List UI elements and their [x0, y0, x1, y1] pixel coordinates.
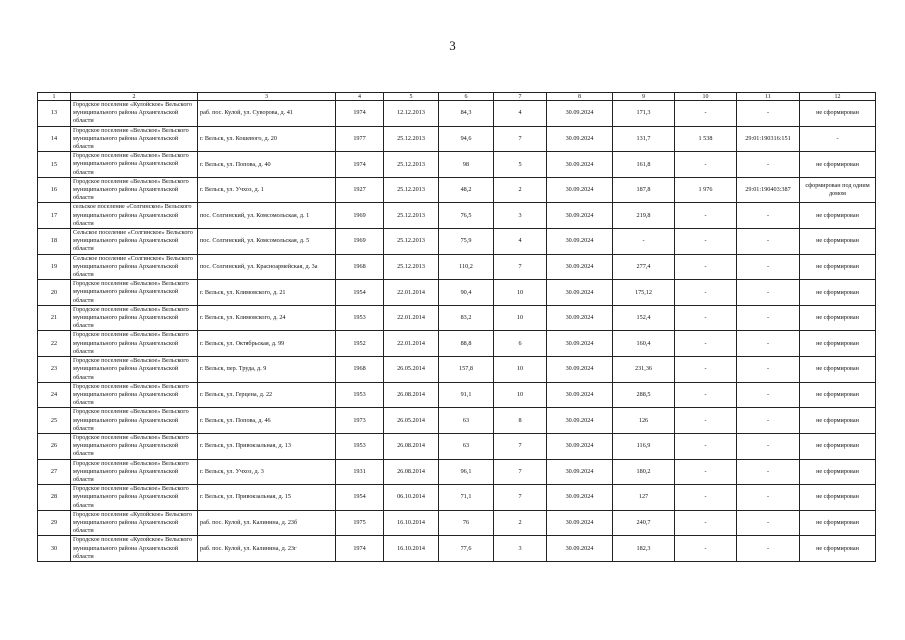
residents-cell: 3 [494, 203, 547, 229]
deadline-cell: 30.09.2024 [547, 152, 613, 178]
area-cell: 96,1 [439, 459, 494, 485]
land-status-cell: не сформирован [800, 203, 876, 229]
area-cell: 76 [439, 510, 494, 536]
year-built-cell: 1953 [336, 305, 384, 331]
cadastral-number-cell: - [737, 433, 800, 459]
row-number: 17 [38, 203, 71, 229]
year-built-cell: 1927 [336, 177, 384, 203]
land-area-cell: - [675, 101, 737, 127]
date-cell: 25.12.2013 [384, 152, 439, 178]
deadline-cell: 30.09.2024 [547, 203, 613, 229]
area-cell: 71,1 [439, 485, 494, 511]
municipality-cell: Городское поселение «Вельское» Вельского муниципального района Архангельской области [71, 305, 198, 331]
address-cell: г. Вельск, ул. Климовского, д. 21 [198, 280, 336, 306]
cadastral-number-cell: - [737, 305, 800, 331]
land-area-cell: - [675, 280, 737, 306]
cadastral-number-cell: - [737, 485, 800, 511]
municipality-cell: Городское поселение «Вельское» Вельского муниципального района Архангельской области [71, 459, 198, 485]
year-built-cell: 1968 [336, 357, 384, 383]
date-cell: 16.10.2014 [384, 536, 439, 562]
area-cell: 63 [439, 433, 494, 459]
municipality-cell: Городское поселение «Вельское» Вельского муниципального района Архангельской области [71, 126, 198, 152]
land-area-cell: - [675, 331, 737, 357]
row-number: 14 [38, 126, 71, 152]
year-built-cell: 1954 [336, 280, 384, 306]
date-cell: 26.05.2014 [384, 357, 439, 383]
address-cell: раб. пос. Кулой, ул. Калинина, д. 23б [198, 510, 336, 536]
deadline-cell: 30.09.2024 [547, 408, 613, 434]
deadline-cell: 30.09.2024 [547, 510, 613, 536]
cadastral-number-cell: - [737, 408, 800, 434]
municipality-cell: Городское поселение «Кулойское» Вельского муниципального района Архангельской области [71, 536, 198, 562]
date-cell: 06.10.2014 [384, 485, 439, 511]
cadastral-number-cell: - [737, 382, 800, 408]
year-built-cell: 1973 [336, 408, 384, 434]
area-cell: 63 [439, 408, 494, 434]
land-area-cell: 1 976 [675, 177, 737, 203]
residents-cell: 10 [494, 382, 547, 408]
year-built-cell: 1968 [336, 254, 384, 280]
deadline-cell: 30.09.2024 [547, 485, 613, 511]
cadastral-number-cell: 29:01:190403:387 [737, 177, 800, 203]
address-cell: г. Вельск, ул. Герцена, д. 22 [198, 382, 336, 408]
table-row [38, 408, 876, 434]
table-row [38, 331, 876, 357]
deadline-cell: 30.09.2024 [547, 126, 613, 152]
land-area-cell: - [675, 536, 737, 562]
land-area-cell: - [675, 357, 737, 383]
column-number-4: 4 [336, 93, 384, 101]
address-cell: г. Вельск, ул. Учхоз, д. 1 [198, 177, 336, 203]
cost-cell: 171,3 [613, 101, 675, 127]
cadastral-number-cell: - [737, 331, 800, 357]
table-row [38, 101, 876, 127]
cost-cell: 152,4 [613, 305, 675, 331]
land-area-cell: - [675, 510, 737, 536]
deadline-cell: 30.09.2024 [547, 101, 613, 127]
cost-cell: 219,8 [613, 203, 675, 229]
cadastral-number-cell: - [737, 152, 800, 178]
cost-cell: 182,3 [613, 536, 675, 562]
land-status-cell: не сформирован [800, 331, 876, 357]
address-cell: г. Вельск, ул. Климовского, д. 24 [198, 305, 336, 331]
land-area-cell: - [675, 408, 737, 434]
column-number-10: 10 [675, 93, 737, 101]
area-cell: 88,8 [439, 331, 494, 357]
table-row [38, 433, 876, 459]
row-number: 24 [38, 382, 71, 408]
address-cell: пос. Солгинский, ул. Красноармейская, д. 3а [198, 254, 336, 280]
cadastral-number-cell: - [737, 101, 800, 127]
municipality-cell: сельское поселение «Солгинское» Вельского муниципального района Архангельской области [71, 203, 198, 229]
cadastral-number-cell: - [737, 459, 800, 485]
cost-cell: 180,2 [613, 459, 675, 485]
table-row [38, 177, 876, 203]
land-area-cell: - [675, 485, 737, 511]
date-cell: 26.08.2014 [384, 433, 439, 459]
residents-cell: 7 [494, 433, 547, 459]
cost-cell: 161,8 [613, 152, 675, 178]
land-area-cell: 1 538 [675, 126, 737, 152]
table-row [38, 203, 876, 229]
column-number-3: 3 [198, 93, 336, 101]
residents-cell: 5 [494, 152, 547, 178]
cadastral-number-cell: - [737, 357, 800, 383]
residents-cell: 10 [494, 357, 547, 383]
date-cell: 25.12.2013 [384, 126, 439, 152]
cost-cell: 116,9 [613, 433, 675, 459]
cost-cell: 231,36 [613, 357, 675, 383]
row-number: 19 [38, 254, 71, 280]
column-number-7: 7 [494, 93, 547, 101]
table-row [38, 510, 876, 536]
page-number: 3 [449, 38, 456, 53]
table-row [38, 280, 876, 306]
row-number: 22 [38, 331, 71, 357]
table-row [38, 536, 876, 562]
row-number: 16 [38, 177, 71, 203]
land-status-cell: - [800, 126, 876, 152]
land-area-cell: - [675, 229, 737, 255]
row-number: 25 [38, 408, 71, 434]
cadastral-number-cell: - [737, 536, 800, 562]
address-cell: г. Вельск, ул. Привокзальная, д. 15 [198, 485, 336, 511]
municipality-cell: Городское поселение «Вельское» Вельского муниципального района Архангельской области [71, 152, 198, 178]
residents-cell: 10 [494, 280, 547, 306]
year-built-cell: 1969 [336, 203, 384, 229]
land-status-cell: не сформирован [800, 101, 876, 127]
column-number-12: 12 [800, 93, 876, 101]
cost-cell: 126 [613, 408, 675, 434]
residents-cell: 7 [494, 254, 547, 280]
year-built-cell: 1952 [336, 331, 384, 357]
cost-cell: 175,12 [613, 280, 675, 306]
cost-cell: 131,7 [613, 126, 675, 152]
cost-cell: 277,4 [613, 254, 675, 280]
residents-cell: 6 [494, 331, 547, 357]
land-status-cell: не сформирован [800, 357, 876, 383]
column-number-11: 11 [737, 93, 800, 101]
land-area-cell: - [675, 254, 737, 280]
year-built-cell: 1953 [336, 433, 384, 459]
municipality-cell: Городское поселение «Кулойское» Вельского муниципального района Архангельской области [71, 101, 198, 127]
column-number-8: 8 [547, 93, 613, 101]
cost-cell: 127 [613, 485, 675, 511]
residents-cell: 4 [494, 229, 547, 255]
cadastral-number-cell: - [737, 280, 800, 306]
deadline-cell: 30.09.2024 [547, 229, 613, 255]
column-number-5: 5 [384, 93, 439, 101]
area-cell: 75,9 [439, 229, 494, 255]
row-number: 26 [38, 433, 71, 459]
table-body [38, 101, 876, 562]
table-row [38, 229, 876, 255]
address-cell: г. Вельск, ул. Учхоз, д. 3 [198, 459, 336, 485]
date-cell: 26.08.2014 [384, 459, 439, 485]
area-cell: 98 [439, 152, 494, 178]
area-cell: 48,2 [439, 177, 494, 203]
date-cell: 22.01.2014 [384, 280, 439, 306]
residents-cell: 7 [494, 126, 547, 152]
residents-cell: 3 [494, 536, 547, 562]
date-cell: 25.12.2013 [384, 254, 439, 280]
year-built-cell: 1954 [336, 485, 384, 511]
deadline-cell: 30.09.2024 [547, 177, 613, 203]
address-cell: г. Вельск, ул. Попова, д. 46 [198, 408, 336, 434]
row-number: 27 [38, 459, 71, 485]
cadastral-number-cell: - [737, 229, 800, 255]
land-status-cell: не сформирован [800, 510, 876, 536]
area-cell: 90,4 [439, 280, 494, 306]
address-cell: пос. Солгинский, ул. Комсомольская, д. 5 [198, 229, 336, 255]
table-row [38, 382, 876, 408]
column-number-1: 1 [38, 93, 71, 101]
area-cell: 76,5 [439, 203, 494, 229]
row-number: 13 [38, 101, 71, 127]
year-built-cell: 1974 [336, 152, 384, 178]
land-status-cell: не сформирован [800, 408, 876, 434]
row-number: 23 [38, 357, 71, 383]
year-built-cell: 1969 [336, 229, 384, 255]
area-cell: 94,6 [439, 126, 494, 152]
land-status-cell: не сформирован [800, 382, 876, 408]
cadastral-number-cell: - [737, 203, 800, 229]
year-built-cell: 1931 [336, 459, 384, 485]
table-row [38, 485, 876, 511]
cadastral-number-cell: - [737, 510, 800, 536]
date-cell: 22.01.2014 [384, 305, 439, 331]
land-status-cell: не сформирован [800, 459, 876, 485]
land-status-cell: не сформирован [800, 485, 876, 511]
cost-cell: 187,8 [613, 177, 675, 203]
table-row [38, 152, 876, 178]
date-cell: 16.10.2014 [384, 510, 439, 536]
land-status-cell: не сформирован [800, 254, 876, 280]
municipality-cell: Сельское поселение «Солгинское» Вельского муниципального района Архангельской области [71, 254, 198, 280]
table-row [38, 357, 876, 383]
area-cell: 157,8 [439, 357, 494, 383]
cost-cell: 288,5 [613, 382, 675, 408]
deadline-cell: 30.09.2024 [547, 280, 613, 306]
land-area-cell: - [675, 433, 737, 459]
row-number: 20 [38, 280, 71, 306]
land-status-cell: не сформирован [800, 280, 876, 306]
row-number: 15 [38, 152, 71, 178]
date-cell: 12.12.2013 [384, 101, 439, 127]
row-number: 18 [38, 229, 71, 255]
cost-cell: 160,4 [613, 331, 675, 357]
year-built-cell: 1953 [336, 382, 384, 408]
land-status-cell: не сформирован [800, 305, 876, 331]
municipality-cell: Городское поселение «Вельское» Вельского муниципального района Архангельской области [71, 433, 198, 459]
address-cell: раб. пос. Кулой, ул. Калинина, д. 23г [198, 536, 336, 562]
deadline-cell: 30.09.2024 [547, 459, 613, 485]
column-number-6: 6 [439, 93, 494, 101]
deadline-cell: 30.09.2024 [547, 357, 613, 383]
area-cell: 83,2 [439, 305, 494, 331]
municipality-cell: Сельское поселение «Солгинское» Вельского муниципального района Архангельской области [71, 229, 198, 255]
land-area-cell: - [675, 203, 737, 229]
land-status-cell: не сформирован [800, 536, 876, 562]
deadline-cell: 30.09.2024 [547, 305, 613, 331]
cost-cell: 240,7 [613, 510, 675, 536]
municipality-cell: Городское поселение «Кулойское» Вельского муниципального района Архангельской области [71, 510, 198, 536]
area-cell: 77,6 [439, 536, 494, 562]
municipality-cell: Городское поселение «Вельское» Вельского муниципального района Архангельской области [71, 357, 198, 383]
column-number-row [38, 93, 876, 101]
column-number-2: 2 [71, 93, 198, 101]
table-row [38, 459, 876, 485]
deadline-cell: 30.09.2024 [547, 254, 613, 280]
date-cell: 26.08.2014 [384, 382, 439, 408]
table-row [38, 254, 876, 280]
date-cell: 25.12.2013 [384, 177, 439, 203]
residents-cell: 7 [494, 485, 547, 511]
address-cell: г. Вельск, ул. Попова, д. 40 [198, 152, 336, 178]
table-row [38, 126, 876, 152]
date-cell: 25.12.2013 [384, 203, 439, 229]
area-cell: 110,2 [439, 254, 494, 280]
deadline-cell: 30.09.2024 [547, 331, 613, 357]
row-number: 30 [38, 536, 71, 562]
address-cell: г. Вельск, ул. Кошевого, д. 20 [198, 126, 336, 152]
land-status-cell: не сформирован [800, 152, 876, 178]
address-cell: раб. пос. Кулой, ул. Суворова, д. 41 [198, 101, 336, 127]
residents-cell: 2 [494, 177, 547, 203]
municipality-cell: Городское поселение «Вельское» Вельского муниципального района Архангельской области [71, 177, 198, 203]
residents-cell: 10 [494, 305, 547, 331]
residents-cell: 2 [494, 510, 547, 536]
date-cell: 26.05.2014 [384, 408, 439, 434]
residents-cell: 7 [494, 459, 547, 485]
year-built-cell: 1977 [336, 126, 384, 152]
land-area-cell: - [675, 382, 737, 408]
address-cell: г. Вельск, пер. Труда, д. 9 [198, 357, 336, 383]
address-cell: г. Вельск, ул. Привокзальная, д. 13 [198, 433, 336, 459]
year-built-cell: 1975 [336, 510, 384, 536]
municipality-cell: Городское поселение «Вельское» Вельского муниципального района Архангельской области [71, 280, 198, 306]
year-built-cell: 1974 [336, 101, 384, 127]
year-built-cell: 1974 [336, 536, 384, 562]
address-cell: пос. Солгинский, ул. Комсомольская, д. 1 [198, 203, 336, 229]
residents-cell: 8 [494, 408, 547, 434]
land-status-cell: сформирован под одним домом [800, 177, 876, 203]
cadastral-number-cell: - [737, 254, 800, 280]
residents-cell: 4 [494, 101, 547, 127]
land-status-cell: не сформирован [800, 433, 876, 459]
table-row [38, 305, 876, 331]
municipality-cell: Городское поселение «Вельское» Вельского муниципального района Архангельской области [71, 382, 198, 408]
area-cell: 91,1 [439, 382, 494, 408]
row-number: 29 [38, 510, 71, 536]
deadline-cell: 30.09.2024 [547, 382, 613, 408]
area-cell: 84,3 [439, 101, 494, 127]
row-number: 21 [38, 305, 71, 331]
deadline-cell: 30.09.2024 [547, 433, 613, 459]
land-area-cell: - [675, 152, 737, 178]
column-number-9: 9 [613, 93, 675, 101]
municipality-cell: Городское поселение «Вельское» Вельского муниципального района Архангельской области [71, 408, 198, 434]
address-cell: г. Вельск, ул. Октябрьская, д. 99 [198, 331, 336, 357]
date-cell: 25.12.2013 [384, 229, 439, 255]
land-area-cell: - [675, 459, 737, 485]
municipality-cell: Городское поселение «Вельское» Вельского муниципального района Архангельской области [71, 331, 198, 357]
deadline-cell: 30.09.2024 [547, 536, 613, 562]
housing-register-table [37, 92, 876, 562]
land-status-cell: не сформирован [800, 229, 876, 255]
cadastral-number-cell: 29:01:190316:151 [737, 126, 800, 152]
row-number: 28 [38, 485, 71, 511]
cost-cell: - [613, 229, 675, 255]
municipality-cell: Городское поселение «Вельское» Вельского муниципального района Архангельской области [71, 485, 198, 511]
date-cell: 22.01.2014 [384, 331, 439, 357]
land-area-cell: - [675, 305, 737, 331]
